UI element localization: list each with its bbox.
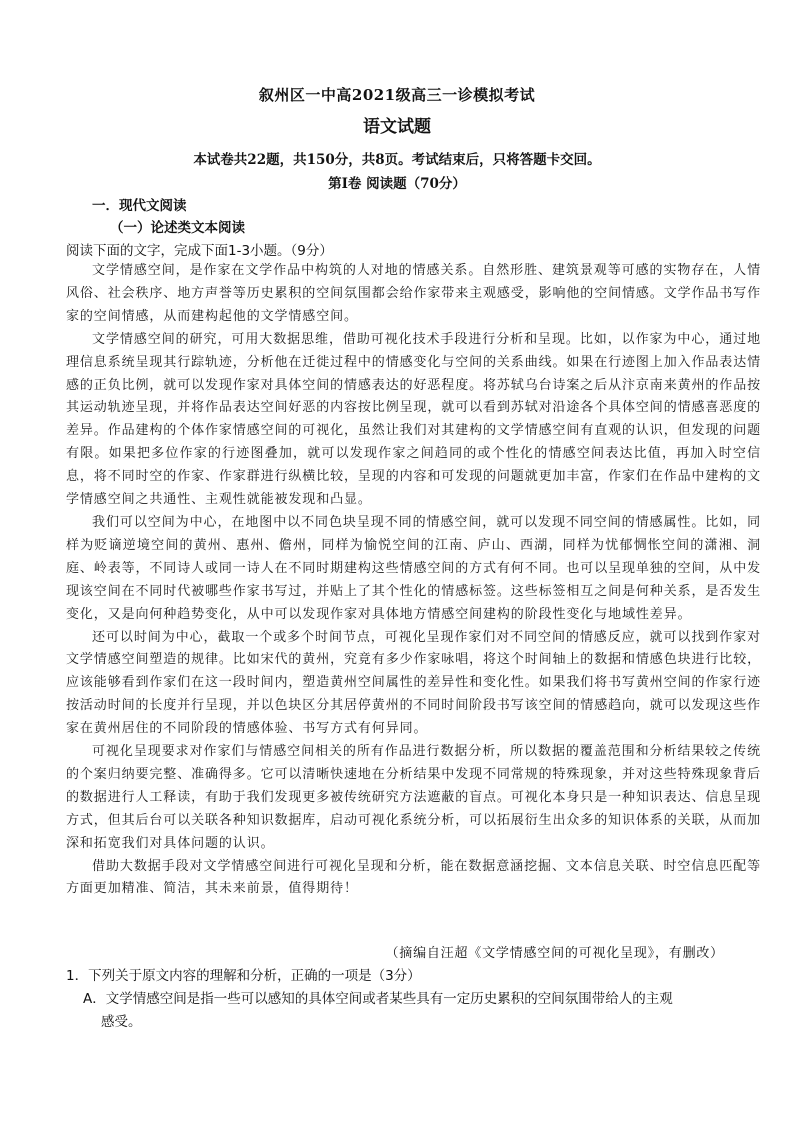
reading-instruction: 阅读下面的文字，完成下面1-3小题。（9分） [66, 243, 333, 259]
question-1-option-a [83, 988, 755, 1034]
passage-paragraph: 借助大数据手段对文学情感空间进行可视化呈现和分析，能在数据意涵挖掘、文本信息关联、时空信息匹配等方面更加精准、简洁，其未来前景，值得期待！ [66, 858, 761, 897]
reading-passage [66, 260, 761, 901]
option-a-continuation: 感受。 [101, 1014, 142, 1030]
passage-paragraph: 可视化呈现要求对作家们与情感空间相关的所有作品进行数据分析，所以数据的覆盖范围和分析结果较之传统的个案归纳要完整、准确得多。它可以清晰快速地在分析结果中发现不同常规的特殊现象，并对这些特殊现象背后的数据进行人工释读，有助于我们发现更多被传统研究方法遮蔽的盲点。可视化本身只是一种知识表达、信息呈现方式，但其后台可以关联各种知识数据库，启动可视化系统分析，可以拓展衍生出众多的知识体系的关联，从而加深和拓宽我们对具体问题的认识。 [66, 744, 762, 851]
subsection-heading: （一）论述类文本阅读 [110, 220, 245, 236]
passage-paragraph: 文学情感空间，是作家在文学作品中构筑的人对地的情感关系。自然形胜、建筑景观等可感的实物存在，人情风俗、社会秩序、地方声誉等历史累积的空间氛围都会给作家带来主观感受，影响他的空间情感。文学作品书写作家的空间情感，从而建构起他的文学情感空间。 [66, 263, 762, 324]
paper-title: 语文试题 [363, 117, 431, 137]
option-a-text: A．文学情感空间是指一些可以感知的具体空间或者某些具有一定历史累积的空间氛围带给人的主观 [83, 991, 673, 1007]
section-heading: 一．现代文阅读 [92, 198, 187, 214]
source-citation: （摘编自汪超《文学情感空间的可视化呈现》，有删改） [385, 946, 724, 961]
passage-paragraph: 文学情感空间的研究，可用大数据思维，借助可视化技术手段进行分析和呈现。比如，以作家为中心，通过地理信息系统呈现其行踪轨迹，分析他在迁徙过程中的情感变化与空间的关系曲线。如果在行迹图上加入作品表达情感的正负比例，就可以发现作家对具体空间的情感表达的好恶程度。将苏轼乌台诗案之后从汴京南来黄州的作品按其运动轨迹呈现，并将作品表达空间好恶的内容按比例呈现，就可以看到苏轼对沿途各个具体空间的情感喜恶度的差异。作品建构的个体作家情感空间的可视化，虽然让我们对其建构的文学情感空间有直观的认识，但发现的问题有限。如果把多位作家的行迹图叠加，就可以发现作家之间趋同的或个性化的情感空间表达比值，再加入时空信息，将不同时空的作家、作家群进行纵横比较，呈现的内容和可发现的问题就更加丰富，作家们在作品中建构的文学情感空间之共通性、主观性就能被发现和凸显。 [66, 331, 762, 508]
passage-paragraph: 还可以时间为中心，截取一个或多个时间节点，可视化呈现作家们对不同空间的情感反应，就可以找到作家对文学情感空间塑造的规律。比如宋代的黄州，究竟有多少作家咏唱，将这个时间轴上的数据和情感色块进行比较，应该能够看到作家们在这一段时间内，塑造黄州空间属性的差异性和变化性。如果我们将书写黄州空间的作家行迹按活动时间的长度并行呈现，并以色块区分其居停黄州的不同时间阶段书写该空间的情感趋向，就可以发现这些作家在黄州居住的不同阶段的情感体验、书写方式有何异同。 [66, 629, 762, 737]
exam-instructions: 本试卷共22题，共150分，共8页。考试结束后，只将答题卡交回。 [193, 152, 601, 168]
school-exam-title: 叙州区一中高2021级高三一诊模拟考试 [258, 86, 536, 104]
question-1-stem: 1．下列关于原文内容的理解和分析，正确的一项是（3分） [66, 968, 421, 984]
passage-paragraph: 我们可以空间为中心，在地图中以不同色块呈现不同的情感空间，就可以发现不同空间的情感属性。比如，同样为贬谪逆境空间的黄州、惠州、儋州，同样为愉悦空间的江南、庐山、西湖，同样为忧郁惆怅空间的潇湘、洞庭、岭表等，不同诗人或同一诗人在不同时期建构这些情感空间的方式有何不同。也可以呈现单独的空间，从中发现该空间在不同时代被哪些作家书写过，并贴上了其个性化的情感标签。这些标签相互之间是何种关系，是否发生变化，又是向何种趋势变化，从中可以发现作家对具体地方情感空间建构的阶段性变化与地域性差异。 [66, 514, 762, 622]
volume-title: 第Ⅰ卷 阅读题（70分） [328, 176, 466, 192]
